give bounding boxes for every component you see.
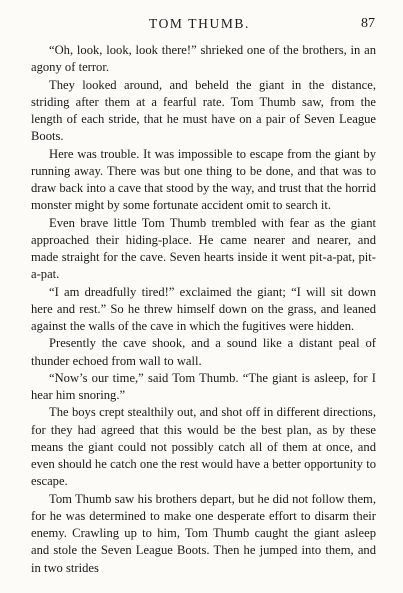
paragraph: Here was trouble. It was impossible to escape from the giant by running away. There was but one thing to be done, and that was to draw back into a cave that stood by the way, and trust that the horrid monster might by some fortunate accident omit to search it. [31,146,376,213]
paragraph: “Oh, look, look, look there!” shrieked one of the brothers, in an agony of terror. [31,43,376,75]
paragraph: They looked around, and beheld the giant in the distance, striding after them at a fearful rate. Tom Thumb saw, from the length of each stride, that he must have on a pair of Seven League Boots. [31,77,376,144]
paragraph: Presently the cave shook, and a sound like a distant peal of thunder echoed from wall to wall. [31,336,376,368]
body-text [31,42,376,577]
paragraph: “I am dreadfully tired!” exclaimed the giant; “I will sit down here and rest.” So he threw himself down on the grass, and leaned against the walls of the cave in which the fugitives were hidden. [31,284,376,333]
running-head: TOM THUMB. [148,16,250,31]
paragraph: Tom Thumb saw his brothers depart, but he did not follow them, for he was determined to make one desperate effort to disarm their enemy. Crawling up to him, Tom Thumb caught the giant asleep and stole the Seven League Boots. Then he jumped into them, and in two strides [31,491,376,575]
paragraph: “Now’s our time,” said Tom Thumb. “The giant is asleep, for I hear him snoring.” [31,370,376,402]
page-number: 87 [361,16,375,31]
page-header [24,14,375,34]
paragraph: Even brave little Tom Thumb trembled with fear as the giant approached their hiding-place. He came nearer and nearer, and made straight for the cave. Seven hearts inside it went pit-a-pat, pit-a-pat. [31,215,376,282]
paragraph: The boys crept stealthily out, and shot off in different directions, for they had agreed that this would be the best plan, as by these means the giant could not possibly catch all of them at once, and even should he catch one the rest would have a better opportunity to escape. [31,405,376,489]
